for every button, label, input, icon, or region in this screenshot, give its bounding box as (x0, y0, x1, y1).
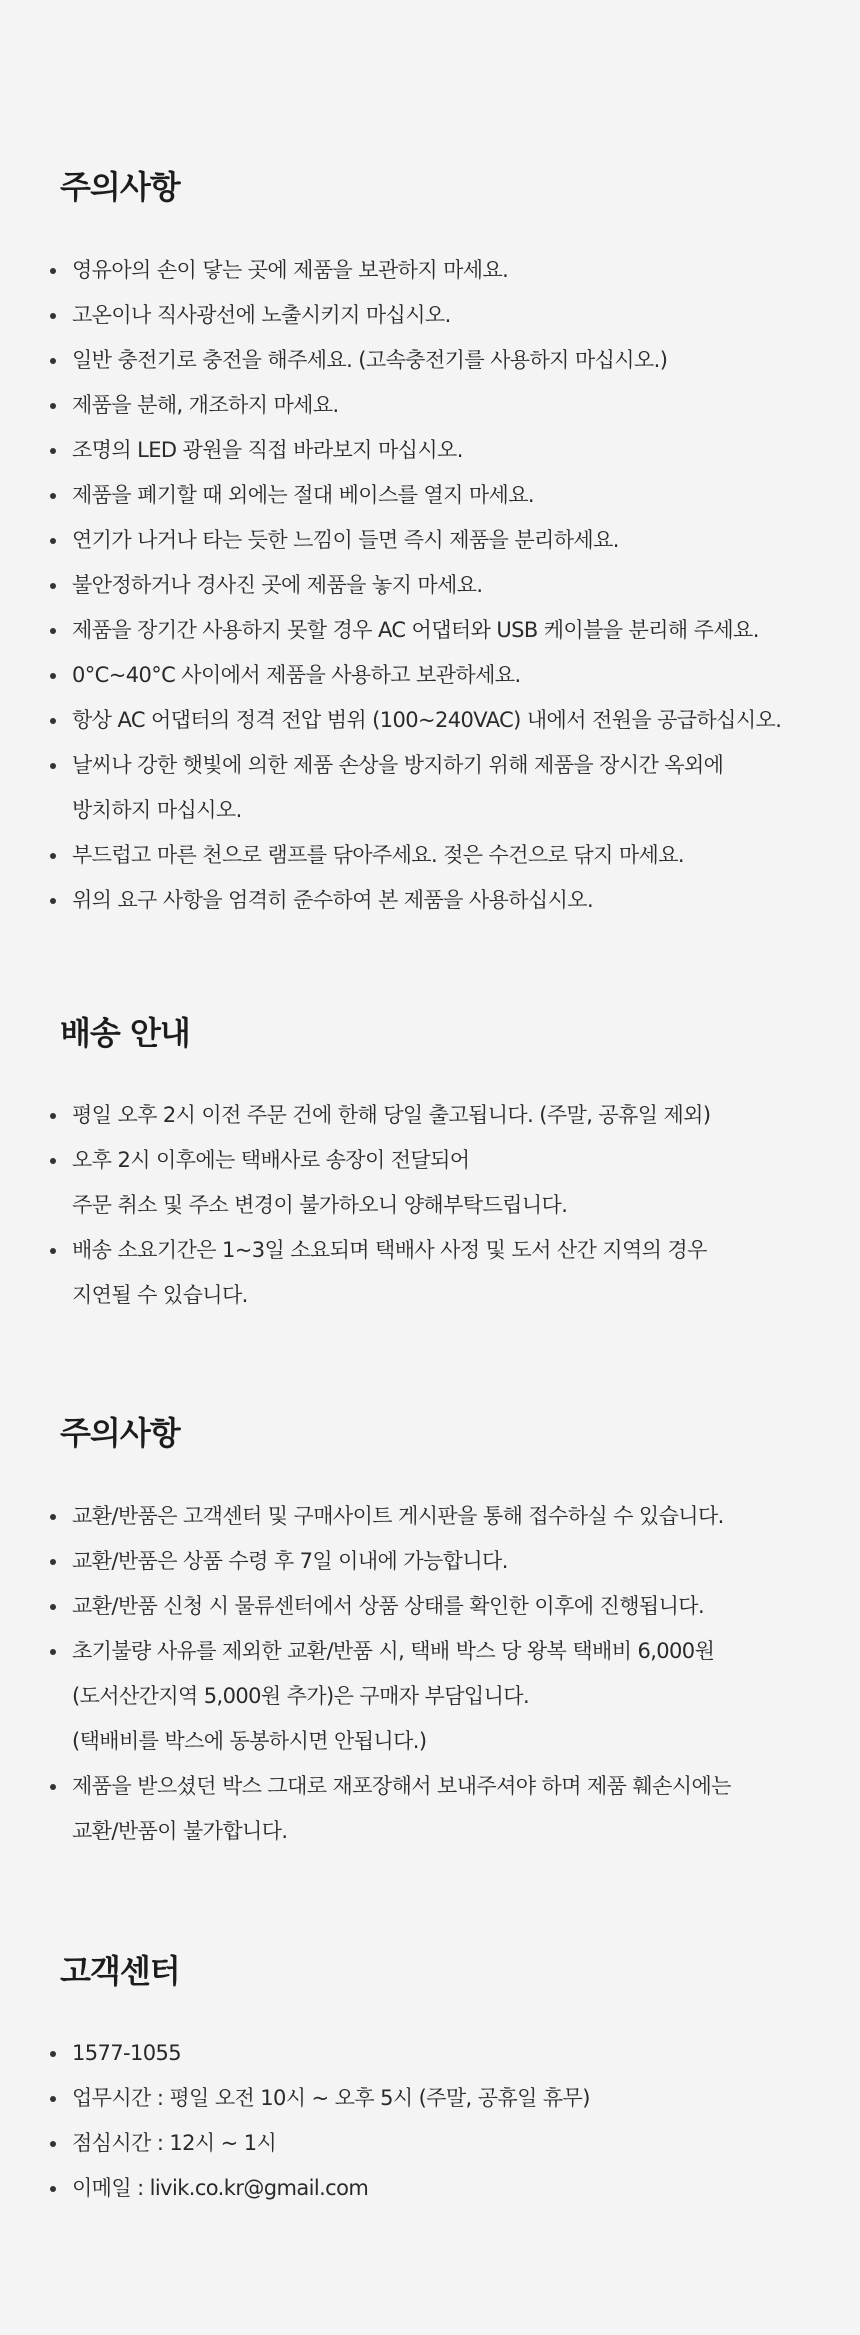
list-item: 항상 AC 어댑터의 정격 전압 범위 (100~240VAC) 내에서 전원을 공급하십시오. (0, 698, 860, 743)
list-item: 오후 2시 이후에는 택배사로 송장이 전달되어 주문 취소 및 주소 변경이 불가하오니 양해부탁드립니다. (0, 1138, 860, 1228)
list-item: 날씨나 강한 햇빛에 의한 제품 손상을 방지하기 위해 제품을 장시간 옥외에 방치하지 마십시오. (0, 743, 860, 833)
section-title: 주의사항 (60, 168, 180, 206)
list-item: 제품을 폐기할 때 외에는 절대 베이스를 열지 마세요. (0, 473, 860, 518)
return-list (0, 1494, 860, 1854)
list-item: 배송 소요기간은 1~3일 소요되며 택배사 사정 및 도서 산간 지역의 경우 지연될 수 있습니다. (0, 1228, 860, 1318)
list-item: 평일 오후 2시 이전 주문 건에 한해 당일 출고됩니다. (주말, 공휴일 제외) (0, 1093, 860, 1138)
list-item: 위의 요구 사항을 엄격히 준수하여 본 제품을 사용하십시오. (0, 878, 860, 923)
list-item: 0°C~40°C 사이에서 제품을 사용하고 보관하세요. (0, 653, 860, 698)
list-item: 교환/반품은 고객센터 및 구매사이트 게시판을 통해 접수하실 수 있습니다. (0, 1494, 860, 1539)
caution-list (0, 248, 860, 923)
section-title: 고객센터 (60, 1952, 180, 1990)
list-item: 고온이나 직사광선에 노출시키지 마십시오. (0, 293, 860, 338)
list-item: 제품을 분해, 개조하지 마세요. (0, 383, 860, 428)
list-item: 제품을 받으셨던 박스 그대로 재포장해서 보내주셔야 하며 제품 훼손시에는 교환/반품이 불가합니다. (0, 1764, 860, 1854)
customer-center-list (0, 2031, 860, 2211)
section-title: 배송 안내 (60, 1014, 190, 1052)
list-item: 교환/반품 신청 시 물류센터에서 상품 상태를 확인한 이후에 진행됩니다. (0, 1584, 860, 1629)
phone-number: 1577-1055 (0, 2031, 860, 2076)
list-item: 조명의 LED 광원을 직접 바라보지 마십시오. (0, 428, 860, 473)
list-item: 부드럽고 마른 천으로 램프를 닦아주세요. 젖은 수건으로 닦지 마세요. (0, 833, 860, 878)
list-item: 불안정하거나 경사진 곳에 제품을 놓지 마세요. (0, 563, 860, 608)
shipping-list (0, 1093, 860, 1318)
section-title: 주의사항 (60, 1414, 180, 1452)
list-item: 제품을 장기간 사용하지 못할 경우 AC 어댑터와 USB 케이블을 분리해 주세요. (0, 608, 860, 653)
list-item: 연기가 나거나 타는 듯한 느낌이 들면 즉시 제품을 분리하세요. (0, 518, 860, 563)
list-item: 교환/반품은 상품 수령 후 7일 이내에 가능합니다. (0, 1539, 860, 1584)
list-item: 일반 충전기로 충전을 해주세요. (고속충전기를 사용하지 마십시오.) (0, 338, 860, 383)
list-item: 초기불량 사유를 제외한 교환/반품 시, 택배 박스 당 왕복 택배비 6,000원 (도서산간지역 5,000원 추가)은 구매자 부담입니다. (택배비를 박스에 동봉하시면 안됩니다.) (0, 1629, 860, 1764)
email-address: 이메일 : livik.co.kr@gmail.com (0, 2166, 860, 2211)
lunch-hours: 점심시간 : 12시 ~ 1시 (0, 2121, 860, 2166)
list-item: 영유아의 손이 닿는 곳에 제품을 보관하지 마세요. (0, 248, 860, 293)
business-hours: 업무시간 : 평일 오전 10시 ~ 오후 5시 (주말, 공휴일 휴무) (0, 2076, 860, 2121)
